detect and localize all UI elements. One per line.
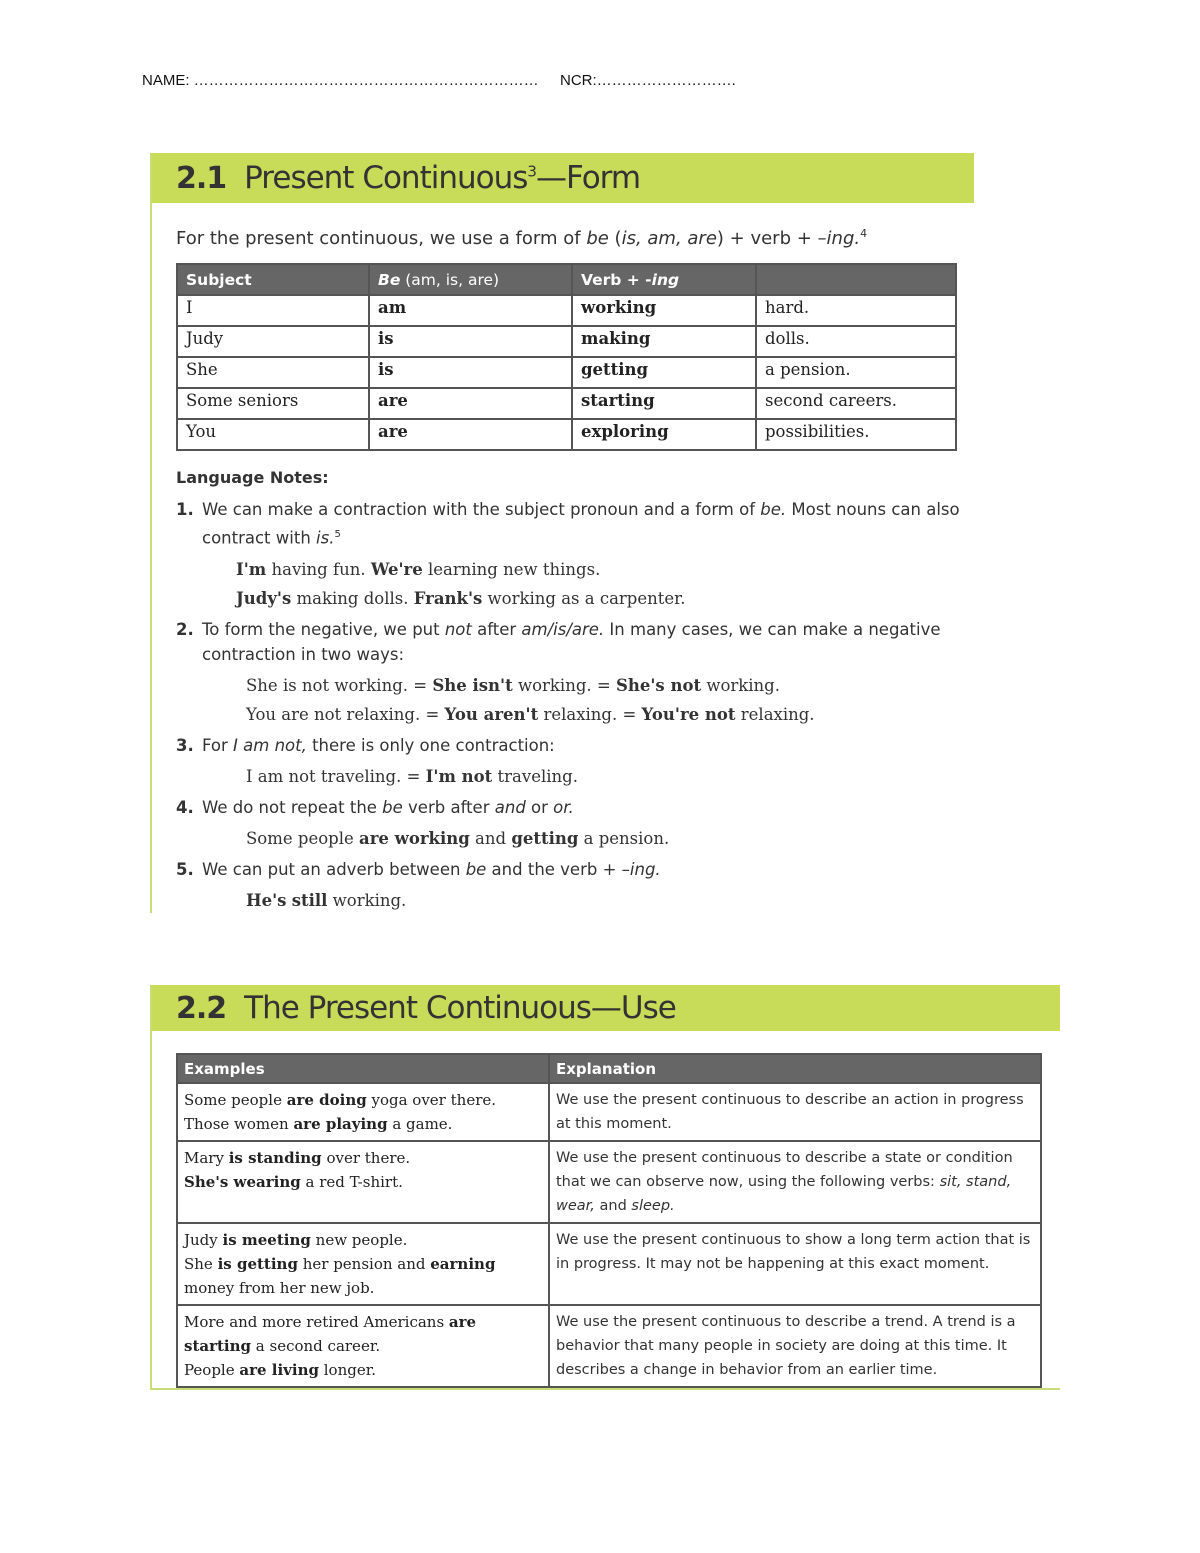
table-cell: working — [572, 295, 756, 326]
table-cell: I — [177, 295, 369, 326]
examples-cell: Mary is standing over there. She's wearing a red T-shirt. — [177, 1141, 549, 1223]
use-table — [176, 1053, 1042, 1388]
table-row — [177, 388, 956, 419]
table-cell: are — [369, 388, 572, 419]
explanation-cell: We use the present continuous to describe a trend. A trend is a behavior that many people in society are doing at this time. It describes a change in behavior from an earlier time. — [549, 1305, 1041, 1387]
section-number: 2.2 — [176, 990, 227, 1026]
explanation-cell: We use the present continuous to describe an action in progress at this moment. — [549, 1083, 1041, 1141]
table-cell: second careers. — [756, 388, 956, 419]
table-header-row — [177, 264, 956, 295]
table-row — [177, 1141, 1041, 1223]
section-present-continuous-form — [150, 153, 974, 913]
table-cell: is — [369, 357, 572, 388]
table-cell: a pension. — [756, 357, 956, 388]
table-cell: getting — [572, 357, 756, 388]
table-cell: Some seniors — [177, 388, 369, 419]
language-notes-title: Language Notes: — [176, 468, 329, 487]
table-row — [177, 295, 956, 326]
explanation-cell: We use the present continuous to describe a state or condition that we can observe now, using the following verbs: sit, stand, wear, and sleep. — [549, 1141, 1041, 1223]
note-2: 2. To form the negative, we put not after am/is/are. In many cases, we can make a negative contraction in two ways: — [176, 619, 941, 664]
column-header — [756, 264, 956, 295]
table-row — [177, 357, 956, 388]
table-cell: possibilities. — [756, 419, 956, 450]
example-line: You are not relaxing. = You aren't relaxing. = You're not relaxing. — [246, 704, 815, 724]
examples-cell: Judy is meeting new people. She is getting her pension and earning money from her new job. — [177, 1223, 549, 1305]
note-1: 1. We can make a contraction with the subject pronoun and a form of be. Most nouns can also contract with is.$^5$ — [176, 500, 960, 548]
table-row — [177, 1223, 1041, 1305]
column-header: Be (am, is, are) — [369, 264, 572, 295]
language-notes — [176, 468, 966, 915]
explanation-cell: We use the present continuous to show a long term action that is in progress. It may not be happening at this exact moment. — [549, 1223, 1041, 1305]
section-title: The Present Continuous—Use — [244, 990, 676, 1026]
example-line: I am not traveling. = I'm not traveling. — [246, 766, 578, 786]
ncr-field-label: NCR:………………………. — [560, 72, 736, 89]
table-cell: exploring — [572, 419, 756, 450]
table-cell: She — [177, 357, 369, 388]
section-banner — [152, 153, 974, 203]
table-cell: dolls. — [756, 326, 956, 357]
table-header-row — [177, 1054, 1041, 1083]
example-line: Some people are working and getting a pension. — [246, 828, 670, 848]
intro-text: For the present continuous, we use a form of be (is, am, are) + verb + –ing.$^4$ — [176, 227, 868, 249]
table-cell: Judy — [177, 326, 369, 357]
column-header: Examples — [177, 1054, 549, 1083]
table-cell: is — [369, 326, 572, 357]
table-cell: are — [369, 419, 572, 450]
name-field-label: NAME: …………………………………………………………… — [142, 72, 539, 89]
note-3: 3. For I am not, there is only one contraction: — [176, 735, 555, 755]
table-cell: starting — [572, 388, 756, 419]
column-header: Verb + -ing — [572, 264, 756, 295]
examples-cell: More and more retired Americans are starting a second career. People are living longer. — [177, 1305, 549, 1387]
worksheet-header — [142, 72, 736, 89]
example-line: He's still working. — [246, 890, 407, 910]
section-number: 2.1 — [176, 160, 227, 196]
form-table — [176, 263, 957, 451]
section-banner — [152, 985, 1060, 1031]
example-line: I'm having fun. We're learning new things. — [236, 559, 601, 579]
table-row — [177, 1083, 1041, 1141]
column-header: Subject — [177, 264, 369, 295]
table-cell: am — [369, 295, 572, 326]
table-cell: hard. — [756, 295, 956, 326]
example-line: She is not working. = She isn't working. = She's not working. — [246, 675, 780, 695]
table-cell: You — [177, 419, 369, 450]
section-present-continuous-use — [150, 985, 1060, 1390]
table-row — [177, 419, 956, 450]
table-cell: making — [572, 326, 756, 357]
table-row — [177, 1305, 1041, 1387]
examples-cell: Some people are doing yoga over there. Those women are playing a game. — [177, 1083, 549, 1141]
example-line: Judy's making dolls. Frank's working as a carpenter. — [236, 588, 686, 608]
table-row — [177, 326, 956, 357]
section-title: Present Continuous$^3$—Form — [244, 160, 641, 196]
note-5: 5. We can put an adverb between be and the verb + –ing. — [176, 859, 661, 879]
column-header: Explanation — [549, 1054, 1041, 1083]
note-4: 4. We do not repeat the be verb after and or or. — [176, 797, 574, 817]
